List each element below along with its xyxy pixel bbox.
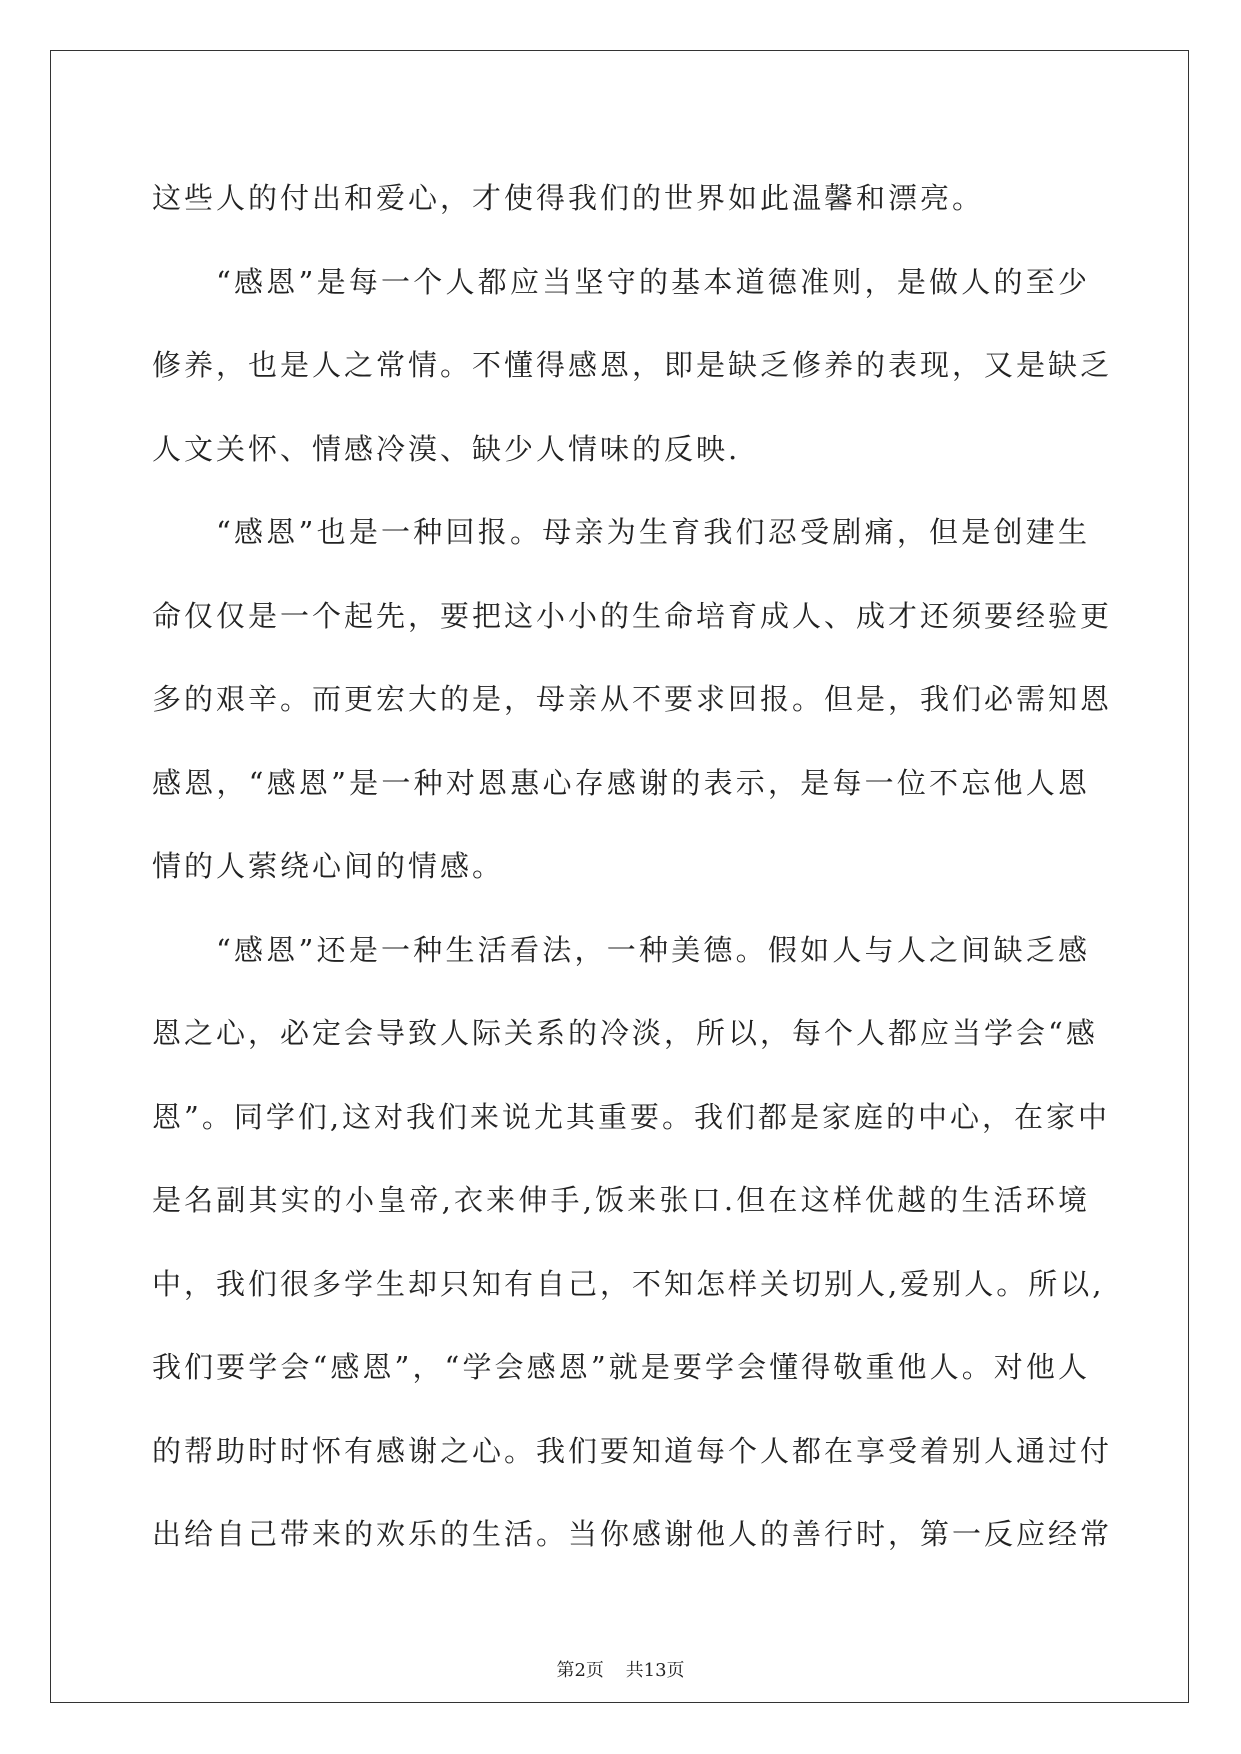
text-line: “感恩”是每一个人都应当坚守的基本道德准则，是做人的至少 bbox=[216, 264, 1090, 299]
text-line: 人文关怀、情感冷漠、缺少人情味的反映. bbox=[152, 431, 741, 466]
text-line: 感恩，“感恩”是一种对恩惠心存感谢的表示，是每一位不忘他人恩 bbox=[152, 765, 1090, 800]
text-line: 的帮助时时怀有感谢之心。我们要知道每个人都在享受着别人通过付 bbox=[152, 1433, 1113, 1468]
page-footer bbox=[0, 1656, 1241, 1682]
text-line: 情的人萦绕心间的情感。 bbox=[152, 849, 505, 883]
page-number: 第2页 bbox=[556, 1660, 604, 1681]
text-line: “感恩”也是一种回报。母亲为生育我们忍受剧痛，但是创建生 bbox=[216, 515, 1090, 549]
text-line: 这些人的付出和爱心，才使得我们的世界如此温馨和漂亮。 bbox=[152, 181, 985, 215]
text-line: 中，我们很多学生却只知有自己，不知怎样关切别人,爱别人。所以, bbox=[152, 1266, 1105, 1301]
text-line: 恩之心，必定会导致人际关系的冷淡，所以，每个人都应当学会“感 bbox=[152, 1016, 1098, 1050]
text-line: 命仅仅是一个起先，要把这小小的生命培育成人、成才还须要经验更 bbox=[152, 598, 1113, 633]
text-line: “感恩”还是一种生活看法，一种美德。假如人与人之间缺乏感 bbox=[216, 932, 1090, 967]
text-line: 是名副其实的小皇帝,衣来伸手,饭来张口.但在这样优越的生活环境 bbox=[152, 1183, 1090, 1217]
text-line: 修养，也是人之常情。不懂得感恩，即是缺乏修养的表现，又是缺乏 bbox=[152, 348, 1113, 382]
text-line: 多的艰辛。而更宏大的是，母亲从不要求回报。但是，我们必需知恩 bbox=[152, 682, 1113, 716]
text-line: 出给自己带来的欢乐的生活。当你感谢他人的善行时，第一反应经常 bbox=[152, 1517, 1113, 1551]
text-line: 恩”。同学们,这对我们来说尤其重要。我们都是家庭的中心，在家中 bbox=[152, 1099, 1111, 1134]
page-total: 共13页 bbox=[625, 1660, 685, 1681]
document-body bbox=[152, 157, 1113, 1577]
text-line: 我们要学会“感恩”，“学会感恩”就是要学会懂得敬重他人。对他人 bbox=[152, 1350, 1090, 1384]
